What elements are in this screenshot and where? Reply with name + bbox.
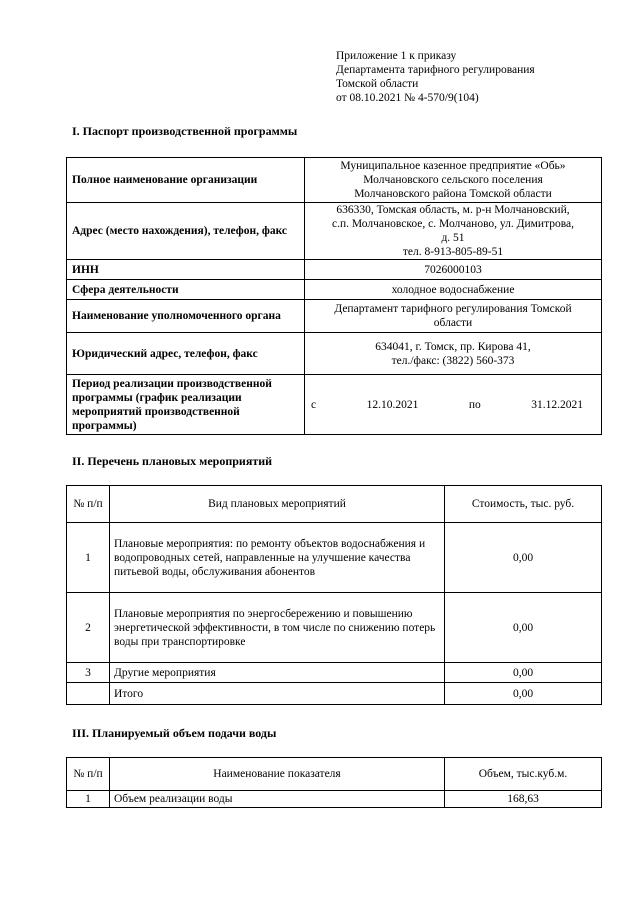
measure-num: 2	[67, 593, 110, 663]
section-2-title: II. Перечень плановых мероприятий	[72, 454, 273, 468]
measure-num: 3	[67, 663, 110, 683]
water-volume-table	[66, 757, 602, 808]
passport-key: Юридический адрес, телефон, факс	[67, 333, 305, 375]
measure-row	[67, 663, 602, 683]
section-1-title: I. Паспорт производственной программы	[72, 124, 298, 138]
measure-cost: 0,00	[445, 663, 602, 683]
passport-key: Период реализации производственной программы (график реализации мероприятий производственной программы)	[67, 375, 305, 435]
measure-row	[67, 593, 602, 663]
passport-row	[67, 158, 602, 203]
header-measure: Вид плановых мероприятий	[110, 486, 445, 523]
passport-key: ИНН	[67, 260, 305, 280]
volume-value: 168,63	[445, 791, 602, 808]
appendix-line-4: от 08.10.2021 № 4-570/9(104)	[336, 92, 479, 104]
passport-row	[67, 203, 602, 260]
passport-value-line: области	[433, 317, 473, 329]
passport-value-line: Молчановского сельского поселения	[363, 174, 543, 186]
appendix-line-3: Томской области	[336, 78, 419, 90]
planned-measures-table	[66, 485, 602, 705]
passport-value-line: 636330, Томская область, м. р-н Молчановский,	[336, 204, 570, 216]
passport-key: Адрес (место нахождения), телефон, факс	[67, 203, 305, 260]
passport-row	[67, 333, 602, 375]
passport-value	[305, 260, 602, 280]
volume-num: 1	[67, 791, 110, 808]
period-range	[309, 398, 597, 412]
passport-key: Наименование уполномоченного органа	[67, 300, 305, 333]
header-num: № п/п	[67, 758, 110, 791]
passport-value-line: с.п. Молчановское, с. Молчаново, ул. Димитрова,	[331, 218, 575, 230]
measure-cost: 0,00	[445, 523, 602, 593]
section-3-title: III. Планируемый объем подачи воды	[72, 726, 277, 740]
period-to-label: по	[468, 398, 481, 411]
header-indicator: Наименование показателя	[110, 758, 445, 791]
passport-value	[305, 300, 602, 333]
measure-row	[67, 523, 602, 593]
measure-num: 1	[67, 523, 110, 593]
volume-row	[67, 791, 602, 808]
passport-row	[67, 280, 602, 300]
measure-cost: 0,00	[445, 593, 602, 663]
period-from-label: с	[311, 398, 317, 411]
header-cost: Стоимость, тыс. руб.	[445, 486, 602, 523]
measure-name: Другие мероприятия	[110, 663, 445, 683]
passport-value-line: тел. 8-913-805-89-51	[402, 246, 504, 258]
passport-value	[305, 280, 602, 300]
passport-value-line: д. 51	[441, 232, 465, 244]
measure-row	[67, 683, 602, 705]
passport-value-line: 7026000103	[424, 263, 482, 276]
appendix-line-1: Приложение 1 к приказу	[336, 50, 457, 62]
period-from-date: 12.10.2021	[366, 398, 419, 411]
passport-row	[67, 300, 602, 333]
passport-value	[305, 203, 602, 260]
table-header-row	[67, 758, 602, 791]
measure-num	[67, 683, 110, 705]
order-appendix-note	[336, 49, 626, 105]
passport-key: Сфера деятельности	[67, 280, 305, 300]
passport-value-line: Департамент тарифного регулирования Томской	[334, 303, 572, 315]
measure-name: Плановые мероприятия по энергосбережению и повышению энергетической эффективности, в том числе по снижению потерь воды при транспортировке	[110, 593, 445, 663]
passport-value-line: тел./факс: (3822) 560-373	[391, 354, 515, 367]
volume-name: Объем реализации воды	[110, 791, 445, 808]
passport-value-line: Муниципальное казенное предприятие «Обь»	[340, 160, 566, 172]
program-passport-table	[66, 157, 602, 435]
measure-name: Итого	[110, 683, 445, 705]
passport-value	[305, 333, 602, 375]
header-volume: Объем, тыс.куб.м.	[445, 758, 602, 791]
measure-cost: 0,00	[445, 683, 602, 705]
passport-value-line: холодное водоснабжение	[391, 283, 515, 296]
passport-row-period	[67, 375, 602, 435]
period-to-date: 31.12.2021	[531, 398, 583, 411]
passport-row	[67, 260, 602, 280]
period-value	[305, 375, 602, 435]
passport-value	[305, 158, 602, 203]
passport-key: Полное наименование организации	[67, 158, 305, 203]
measure-name: Плановые мероприятия: по ремонту объектов водоснабжения и водопроводных сетей, направленные на улучшение качества питьевой воды, обслуживания абонентов	[110, 523, 445, 593]
header-num: № п/п	[67, 486, 110, 523]
appendix-line-2: Департамента тарифного регулирования	[336, 64, 535, 76]
passport-value-line: 634041, г. Томск, пр. Кирова 41,	[375, 340, 531, 353]
table-header-row	[67, 486, 602, 523]
passport-value-line: Молчановского района Томской области	[354, 188, 552, 200]
